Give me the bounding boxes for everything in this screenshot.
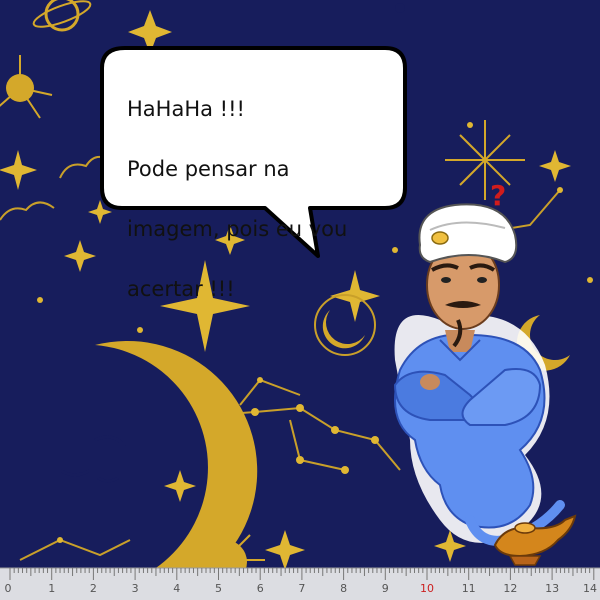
ruler-label: 13 bbox=[545, 582, 560, 595]
ruler-label: 6 bbox=[256, 582, 264, 595]
ruler-label: 8 bbox=[340, 582, 348, 595]
ruler-label: 10 bbox=[420, 582, 434, 595]
ruler-label: 3 bbox=[131, 582, 139, 595]
speech-line: acertar !!! bbox=[127, 277, 235, 301]
ruler-label: 12 bbox=[503, 582, 518, 595]
ruler-label: 7 bbox=[298, 582, 306, 595]
ruler-label: 0 bbox=[4, 582, 12, 595]
ruler-label: 1 bbox=[48, 582, 56, 595]
ruler-label: 5 bbox=[215, 582, 222, 595]
question-mark-icon: ? bbox=[490, 179, 507, 212]
ruler-label: 14 bbox=[583, 582, 597, 595]
speech-line: HaHaHa !!! bbox=[127, 97, 245, 121]
speech-bubble-text bbox=[127, 64, 395, 334]
ruler-label: 2 bbox=[89, 582, 97, 595]
ruler-label: 4 bbox=[173, 582, 181, 595]
speech-line: Pode pensar na bbox=[127, 157, 290, 181]
ruler-label: 9 bbox=[381, 582, 389, 595]
speech-line: imagem, pois eu vou bbox=[127, 217, 348, 241]
ruler-label: 11 bbox=[461, 582, 476, 595]
